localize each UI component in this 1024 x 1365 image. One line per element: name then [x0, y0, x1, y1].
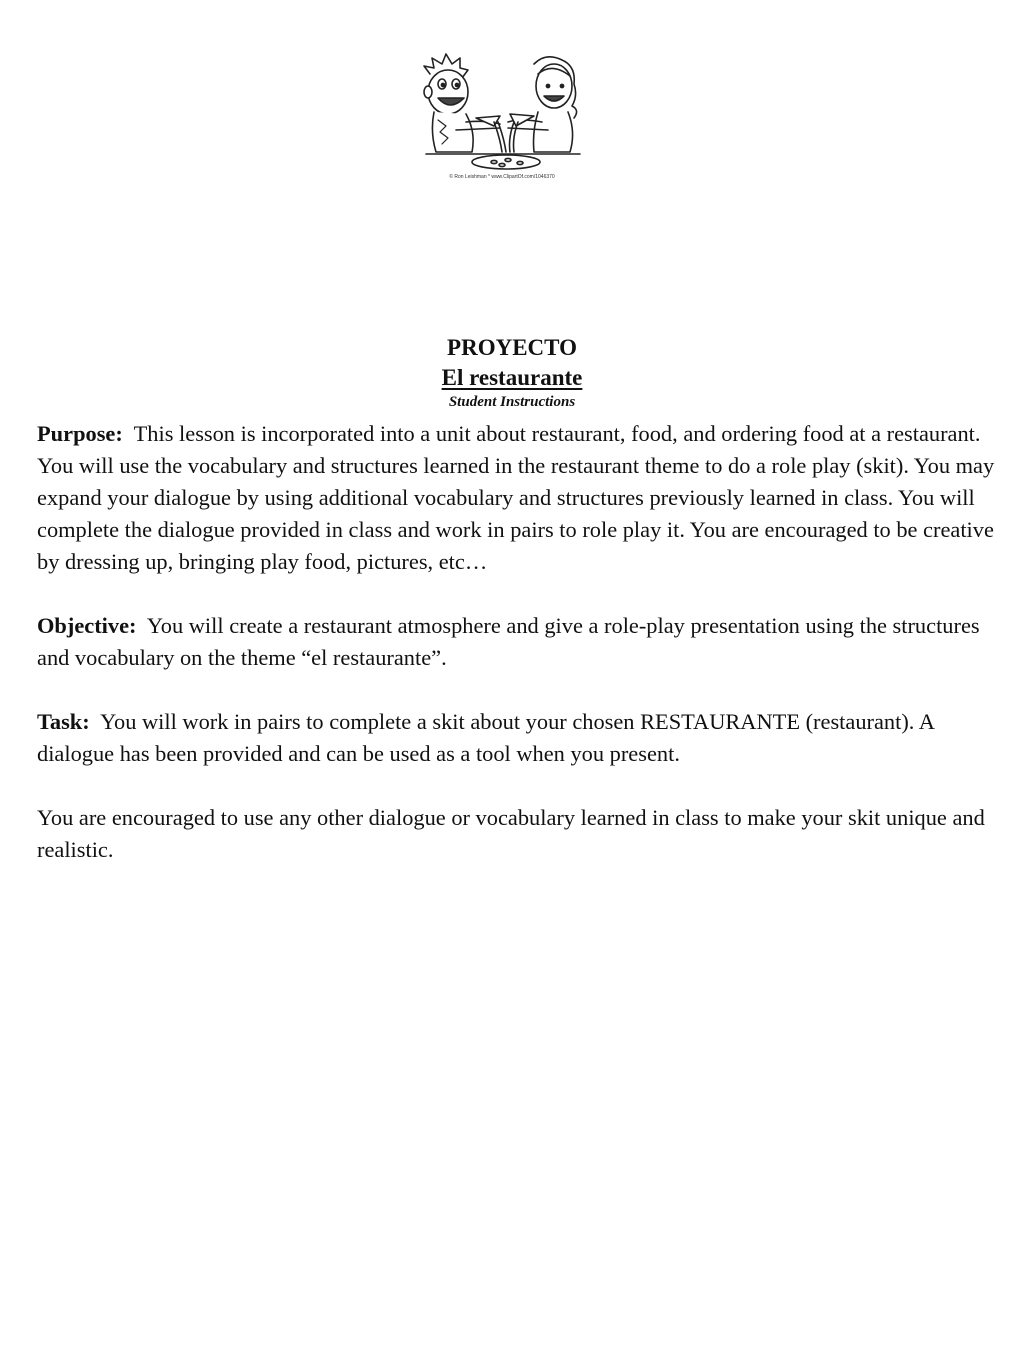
- page-title: PROYECTO: [447, 335, 577, 360]
- closing-text: You are encouraged to use any other dialogue or vocabulary learned in class to make your skit unique and realistic.: [37, 805, 985, 862]
- task-paragraph: [37, 706, 997, 770]
- task-text: You will work in pairs to complete a skit about your chosen RESTAURANTE (restaurant). A dialogue has been provided and can be used as a tool when you present.: [37, 709, 934, 766]
- task-label: Task:: [37, 709, 90, 734]
- purpose-paragraph: [37, 418, 997, 578]
- clipart-credit: © Ron Leishman * www.ClipartOf.com/1046370: [449, 174, 555, 180]
- purpose-label: Purpose:: [37, 421, 123, 446]
- couple-eating-pizza-icon: [416, 52, 588, 184]
- page-subtitle: El restaurante: [441, 365, 583, 390]
- objective-paragraph: [37, 610, 997, 674]
- header: [0, 333, 1024, 412]
- instructions-label: Student Instructions: [448, 394, 576, 410]
- closing-paragraph: [37, 802, 997, 866]
- purpose-text: This lesson is incorporated into a unit about restaurant, food, and ordering food at a restaurant. You will use the vocabulary and structures learned in the restaurant theme to do a role play (skit). You may expand your dialogue by using additional vocabulary and structures previously learned in class. You will complete the dialogue provided in class and work in pairs to role play it. You are encouraged to be creative by dressing up, bringing play food, pictures, etc…: [37, 421, 995, 574]
- objective-text: You will create a restaurant atmosphere and give a role-play presentation using the structures and vocabulary on the theme “el restaurante”.: [37, 613, 980, 670]
- objective-label: Objective:: [37, 613, 137, 638]
- document-body: [37, 418, 997, 898]
